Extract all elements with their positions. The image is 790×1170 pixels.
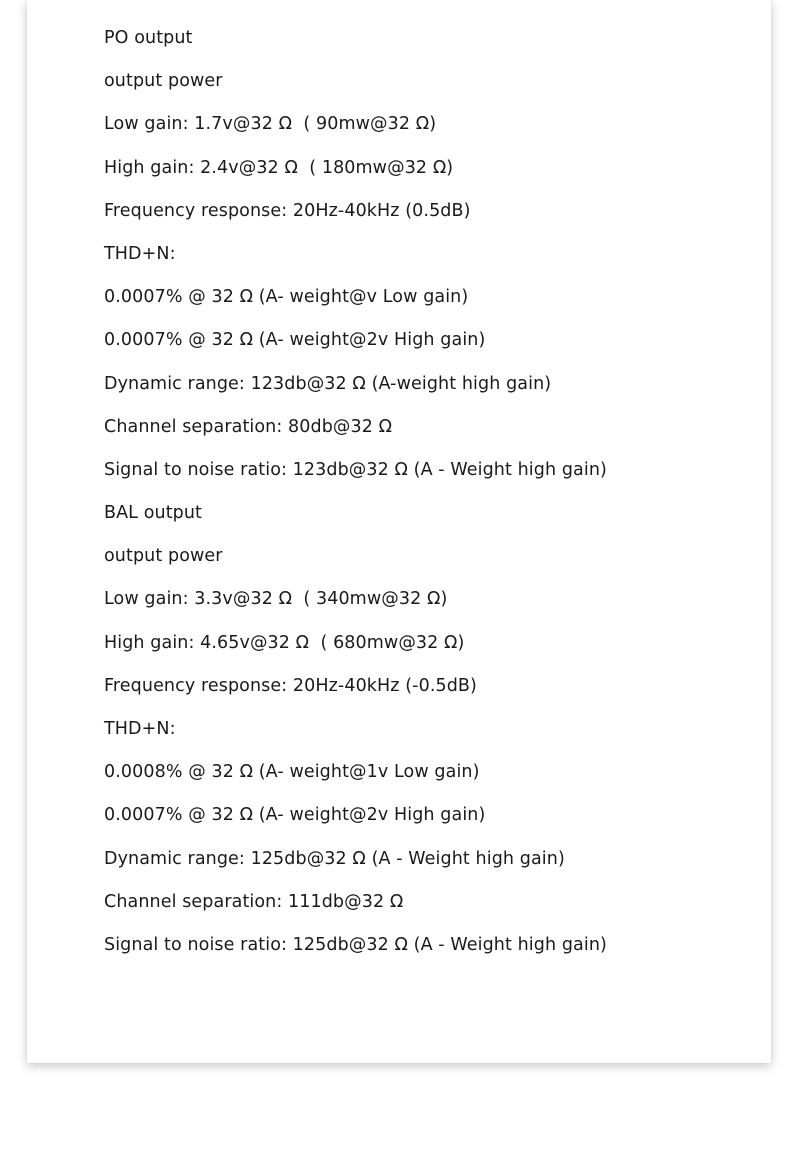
subheading-thd-n: THD+N: (104, 243, 176, 264)
section-heading-bal-output: BAL output (104, 503, 203, 524)
section-heading-po-output: PO output (104, 28, 193, 48)
subheading-output-power: output power (104, 71, 223, 92)
spec-line: 0.0007% @ 32 Ω (A- weight@2v High gain) (104, 330, 486, 351)
spec-line: Frequency response: 20Hz-40kHz (0.5dB) (104, 200, 471, 221)
spec-line: High gain: 4.65v@32 Ω ( 680mw@32 Ω) (104, 632, 465, 653)
spec-line: Signal to noise ratio: 123db@32 Ω (A - Weight high gain) (104, 459, 607, 480)
spec-line: 0.0007% @ 32 Ω (A- weight@v Low gain) (104, 287, 469, 308)
subheading-output-power: output power (104, 546, 223, 567)
spec-line: Signal to noise ratio: 125db@32 Ω (A - Weight high gain) (104, 934, 607, 955)
spec-line: Low gain: 1.7v@32 Ω ( 90mw@32 Ω) (104, 114, 437, 135)
spec-line: High gain: 2.4v@32 Ω ( 180mw@32 Ω) (104, 157, 454, 178)
spec-line: 0.0007% @ 32 Ω (A- weight@2v High gain) (104, 805, 486, 826)
spec-list (104, 24, 607, 974)
spec-card (27, 0, 771, 1063)
spec-line: Channel separation: 80db@32 Ω (104, 416, 393, 437)
spec-line: Frequency response: 20Hz-40kHz (-0.5dB) (104, 675, 477, 696)
subheading-thd-n: THD+N: (104, 719, 176, 739)
spec-line: Dynamic range: 125db@32 Ω (A - Weight high gain) (104, 848, 565, 869)
spec-line: Low gain: 3.3v@32 Ω ( 340mw@32 Ω) (104, 589, 448, 610)
spec-line: 0.0008% @ 32 Ω (A- weight@1v Low gain) (104, 762, 480, 783)
spec-line: Channel separation: 111db@32 Ω (104, 891, 404, 912)
spec-line: Dynamic range: 123db@32 Ω (A-weight high gain) (104, 373, 552, 394)
